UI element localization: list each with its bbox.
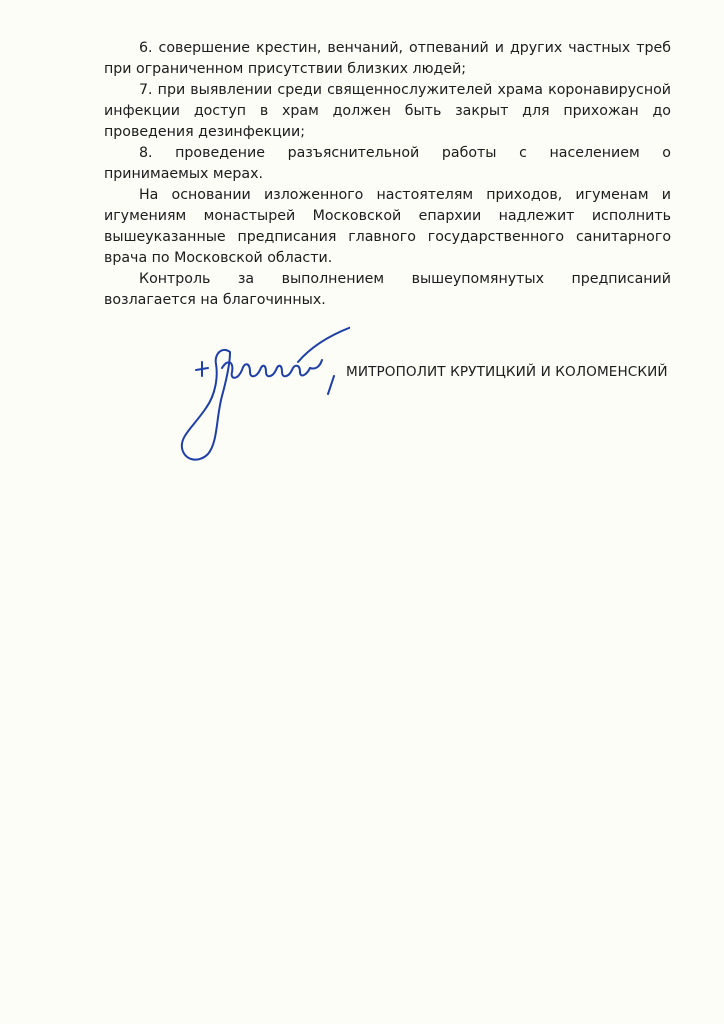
paragraph-control: Контроль за выполнением вышеупомянутых предписаний возлагается на благочинных. <box>104 271 671 308</box>
paragraph-item-6: 6. совершение крестин, венчаний, отпеваний и других частных треб при ограниченном присутствии близких людей; <box>104 40 671 77</box>
handwritten-signature <box>170 318 350 478</box>
signatory-title: МИТРОПОЛИТ КРУТИЦКИЙ И КОЛОМЕНСКИЙ <box>346 364 668 380</box>
paragraph-item-7: 7. при выявлении среди священнослужителей храма коронавирусной инфекции доступ в храм должен быть закрыт для прихожан до проведения дезинфекции; <box>104 82 671 140</box>
signature-block <box>170 318 690 478</box>
paragraph-instruction: На основании изложенного настоятелям приходов, игуменам и игумениям монастырей Московской епархии надлежит исполнить вышеуказанные предписания главного государственного санитарного врача по Московской области. <box>104 187 671 266</box>
document-body <box>104 38 671 311</box>
paragraph-item-8: 8. проведение разъяснительной работы с населением о принимаемых мерах. <box>104 145 671 182</box>
